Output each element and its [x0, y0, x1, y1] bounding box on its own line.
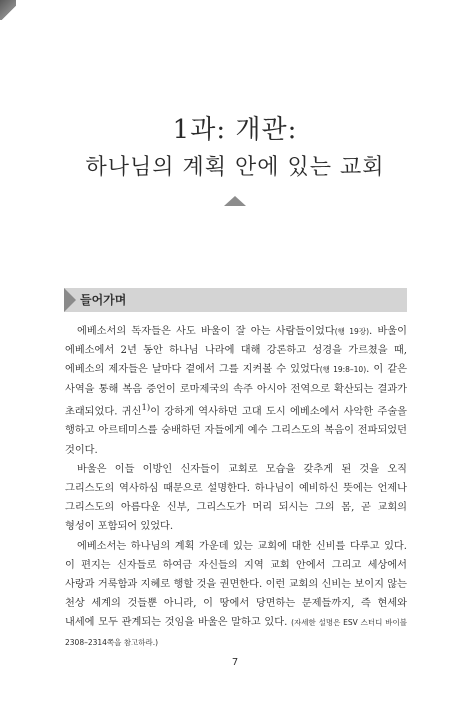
- scripture-reference: (행 19:8–10): [319, 365, 367, 375]
- footnote-marker: 1): [141, 402, 151, 413]
- chapter-title-line2: 하나님의 계획 안에 있는 교회: [85, 155, 385, 180]
- corner-tab-mark: [0, 0, 16, 20]
- section-heading: 들어가며: [80, 293, 127, 307]
- chapter-title: [0, 113, 470, 185]
- triangle-ornament-icon: [224, 196, 246, 206]
- text-run: . 바울이 에베소에서 2년 동안 하나님 나라에 대해 강론하고 성경을 가르쳤을 때, 에베소의 제자들은 날마다 곁에서 그를 지켜볼 수 있었다: [65, 326, 407, 376]
- body-text: [65, 322, 407, 652]
- arrow-right-icon: [64, 288, 76, 312]
- text-run: 바울은 이들 이방인 신자들이 교회로 모습을 갖추게 된 것을 오직 그리스도의 역사하심 때문으로 설명한다. 하나님이 예비하신 뜻에는 언제나 그리스도의 아름다운 신부, 그리스도가 머리 되시는 그의 몸, 곧 교회의 형성이 포함되어 있었다.: [65, 463, 407, 533]
- paragraph: [65, 460, 407, 537]
- text-run: 에베소서의 독자들은 사도 바울이 잘 아는 사람들이었다: [77, 326, 335, 337]
- text-run: . 이 같은 사역을 통해 복음 증언이 로마제국의 속주 아시아 전역으로 확산되는 결과가 초래되었다. 귀신: [65, 364, 408, 418]
- page-number: 7: [231, 657, 239, 668]
- scripture-reference: (자세한 설명은 ESV 스터디 바이블 2308–2314쪽을 참고하라.): [65, 618, 407, 647]
- section-header-bar: [64, 288, 407, 312]
- text-run: 에베소서는 하나님의 계획 가운데 있는 교회에 대한 신비를 다루고 있다. 이 편지는 신자들로 하여금 자신들의 지역 교회 안에서 그리고 세상에서 사랑과 거룩함과 지혜로 행할 것을 권면한다. 이런 교회의 신비는 보이지 않는 천상 세계의 것들뿐 아니라, 이 땅에서 당면하는 문제들까지, 즉 현세와 내세에 모두 관계되는 것임을 바울은 말하고 있다.: [65, 540, 407, 629]
- paragraph: [65, 322, 407, 460]
- paragraph: [65, 537, 407, 652]
- chapter-title-line1: 1과: 개관:: [172, 115, 298, 145]
- scripture-reference: (행 19장): [334, 327, 369, 336]
- text-run: 이 강하게 역사하던 고대 도시 에베소에서 사악한 주술을 행하고 아르테미스를 숭배하던 자들에게 예수 그리스도의 복음이 전파되었던 것이다.: [65, 406, 407, 456]
